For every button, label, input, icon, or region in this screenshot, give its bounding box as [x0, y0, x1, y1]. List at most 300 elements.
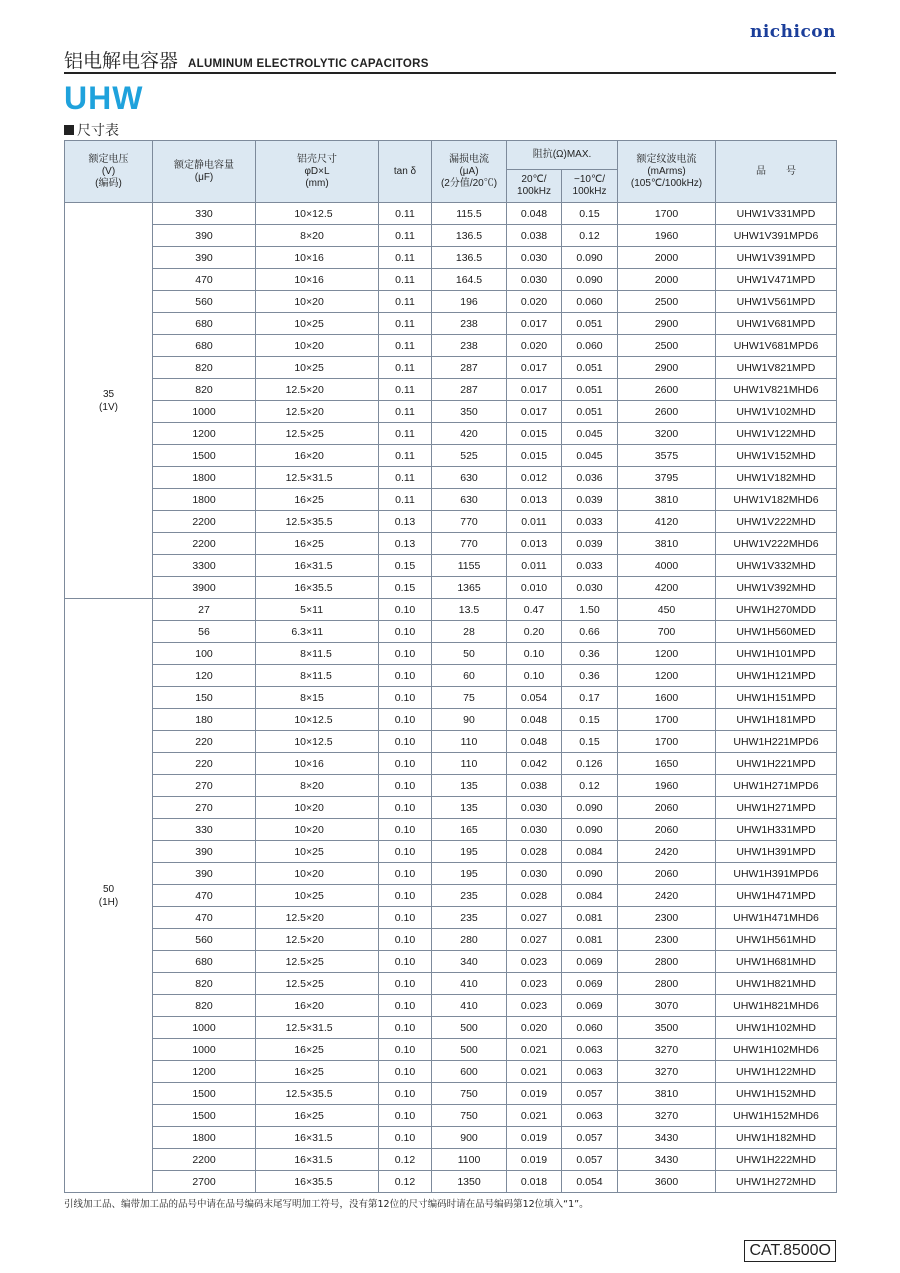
tan-delta-cell: 0.11 [379, 489, 432, 511]
leakage-cell: 136.5 [432, 247, 507, 269]
table-row [65, 1149, 837, 1171]
case-length: 20 [312, 779, 324, 792]
ripple-current-cell: 2000 [618, 247, 716, 269]
impedance-20c-cell: 0.048 [507, 203, 562, 225]
case-length: 20 [312, 867, 324, 880]
tan-delta-cell: 0.10 [379, 1105, 432, 1127]
leakage-cell: 195 [432, 841, 507, 863]
leakage-cell: 1100 [432, 1149, 507, 1171]
capacitance-cell: 56 [153, 621, 256, 643]
leakage-cell: 1365 [432, 577, 507, 599]
case-diameter: 10 [294, 823, 306, 836]
impedance-20c-cell: 0.054 [507, 687, 562, 709]
case-size-cell: 16×35.5 [256, 577, 379, 599]
capacitance-cell: 390 [153, 247, 256, 269]
case-diameter: 10 [294, 867, 306, 880]
capacitance-cell: 270 [153, 797, 256, 819]
impedance-20c-cell: 0.021 [507, 1105, 562, 1127]
case-size-cell: 16×35.5 [256, 1171, 379, 1193]
leakage-cell: 110 [432, 731, 507, 753]
case-diameter: 12.5 [285, 1021, 306, 1034]
tan-delta-cell: 0.10 [379, 1017, 432, 1039]
part-number-cell: UHW1H222MHD [716, 1149, 837, 1171]
ripple-current-cell: 2500 [618, 291, 716, 313]
impedance-minus10c-cell: 0.15 [562, 731, 618, 753]
case-length: 16 [312, 273, 324, 286]
tan-delta-cell: 0.10 [379, 643, 432, 665]
impedance-20c-cell: 0.020 [507, 291, 562, 313]
capacitance-cell: 1000 [153, 1017, 256, 1039]
case-size-cell: 12.5×25 [256, 951, 379, 973]
ripple-current-cell: 2800 [618, 973, 716, 995]
case-size-cell: 10×25 [256, 841, 379, 863]
part-number-cell: UHW1V391MPD6 [716, 225, 837, 247]
capacitance-cell: 390 [153, 863, 256, 885]
header-ripple: 额定纹波电流 (mArms) (105℃/100kHz) [618, 141, 716, 203]
case-length: 11 [312, 625, 324, 638]
table-row [65, 731, 837, 753]
impedance-20c-cell: 0.017 [507, 313, 562, 335]
table-row [65, 973, 837, 995]
case-diameter: 10 [294, 317, 306, 330]
case-length: 25 [312, 955, 324, 968]
impedance-minus10c-cell: 0.060 [562, 291, 618, 313]
case-diameter: 10 [294, 339, 306, 352]
tan-delta-cell: 0.10 [379, 753, 432, 775]
table-row [65, 599, 837, 621]
impedance-20c-cell: 0.017 [507, 357, 562, 379]
ripple-current-cell: 3810 [618, 1083, 716, 1105]
capacitance-cell: 820 [153, 379, 256, 401]
impedance-minus10c-cell: 0.033 [562, 511, 618, 533]
tan-delta-cell: 0.10 [379, 995, 432, 1017]
case-length: 12.5 [312, 713, 333, 726]
ripple-current-cell: 1700 [618, 709, 716, 731]
leakage-cell: 165 [432, 819, 507, 841]
ripple-current-cell: 2060 [618, 797, 716, 819]
impedance-minus10c-cell: 0.063 [562, 1061, 618, 1083]
leakage-cell: 196 [432, 291, 507, 313]
case-length: 35.5 [312, 1087, 333, 1100]
case-length: 25 [312, 537, 324, 550]
leakage-cell: 770 [432, 533, 507, 555]
tan-delta-cell: 0.11 [379, 247, 432, 269]
ripple-current-cell: 3200 [618, 423, 716, 445]
capacitance-cell: 470 [153, 907, 256, 929]
leakage-cell: 75 [432, 687, 507, 709]
part-number-cell: UHW1H102MHD [716, 1017, 837, 1039]
brand-logo: nichicon [749, 22, 836, 42]
impedance-20c-cell: 0.013 [507, 489, 562, 511]
section-title [64, 120, 119, 140]
capacitance-cell: 390 [153, 225, 256, 247]
ripple-current-cell: 2900 [618, 313, 716, 335]
case-length: 15 [312, 691, 324, 704]
impedance-20c-cell: 0.020 [507, 1017, 562, 1039]
case-size-cell: 10×16 [256, 247, 379, 269]
leakage-cell: 410 [432, 995, 507, 1017]
case-size-cell: 16×20 [256, 445, 379, 467]
impedance-minus10c-cell: 0.045 [562, 423, 618, 445]
part-number-cell: UHW1H391MPD [716, 841, 837, 863]
impedance-minus10c-cell: 0.060 [562, 335, 618, 357]
impedance-20c-cell: 0.048 [507, 731, 562, 753]
case-size-cell: 12.5×35.5 [256, 511, 379, 533]
case-length: 20 [312, 823, 324, 836]
part-number-cell: UHW1H182MHD [716, 1127, 837, 1149]
tan-delta-cell: 0.11 [379, 313, 432, 335]
ripple-current-cell: 2600 [618, 379, 716, 401]
capacitance-cell: 2200 [153, 511, 256, 533]
case-diameter: 12.5 [285, 427, 306, 440]
title-en: ALUMINUM ELECTROLYTIC CAPACITORS [188, 58, 429, 70]
table-row [65, 863, 837, 885]
impedance-20c-cell: 0.017 [507, 379, 562, 401]
leakage-cell: 630 [432, 489, 507, 511]
table-row [65, 445, 837, 467]
part-number-cell: UHW1H471MHD6 [716, 907, 837, 929]
tan-delta-cell: 0.10 [379, 885, 432, 907]
page-title [64, 46, 429, 73]
case-diameter: 16 [294, 493, 306, 506]
tan-delta-cell: 0.10 [379, 797, 432, 819]
impedance-minus10c-cell: 0.090 [562, 269, 618, 291]
case-diameter: 10 [294, 801, 306, 814]
impedance-minus10c-cell: 0.033 [562, 555, 618, 577]
impedance-minus10c-cell: 0.12 [562, 225, 618, 247]
tan-delta-cell: 0.10 [379, 687, 432, 709]
case-length: 20 [312, 295, 324, 308]
case-diameter: 10 [294, 713, 306, 726]
capacitance-cell: 220 [153, 731, 256, 753]
impedance-20c-cell: 0.013 [507, 533, 562, 555]
case-length: 20 [312, 383, 324, 396]
impedance-20c-cell: 0.10 [507, 665, 562, 687]
case-size-cell: 12.5×31.5 [256, 467, 379, 489]
leakage-cell: 115.5 [432, 203, 507, 225]
table-row [65, 555, 837, 577]
tan-delta-cell: 0.10 [379, 731, 432, 753]
leakage-cell: 60 [432, 665, 507, 687]
impedance-minus10c-cell: 0.060 [562, 1017, 618, 1039]
voltage-value: 35 [102, 388, 115, 400]
impedance-minus10c-cell: 0.036 [562, 467, 618, 489]
part-number-cell: UHW1V471MPD [716, 269, 837, 291]
ripple-current-cell: 700 [618, 621, 716, 643]
table-row [65, 269, 837, 291]
case-size-cell: 10×20 [256, 797, 379, 819]
case-length: 31.5 [312, 471, 333, 484]
ripple-current-cell: 3575 [618, 445, 716, 467]
ripple-current-cell: 4000 [618, 555, 716, 577]
capacitance-cell: 820 [153, 995, 256, 1017]
impedance-20c-cell: 0.20 [507, 621, 562, 643]
case-diameter: 12.5 [285, 515, 306, 528]
case-length: 31.5 [312, 1153, 333, 1166]
capacitance-cell: 1200 [153, 423, 256, 445]
capacitance-cell: 220 [153, 753, 256, 775]
tan-delta-cell: 0.10 [379, 863, 432, 885]
capacitance-cell: 100 [153, 643, 256, 665]
part-number-cell: UHW1V222MHD [716, 511, 837, 533]
impedance-20c-cell: 0.021 [507, 1039, 562, 1061]
tan-delta-cell: 0.11 [379, 467, 432, 489]
capacitance-cell: 1800 [153, 467, 256, 489]
ripple-current-cell: 1600 [618, 687, 716, 709]
case-size-cell: 10×12.5 [256, 731, 379, 753]
case-diameter: 12.5 [285, 471, 306, 484]
tan-delta-cell: 0.10 [379, 907, 432, 929]
impedance-20c-cell: 0.019 [507, 1127, 562, 1149]
case-length: 16 [312, 251, 324, 264]
impedance-minus10c-cell: 0.090 [562, 247, 618, 269]
case-size-cell: 16×31.5 [256, 1149, 379, 1171]
case-size-cell: 16×25 [256, 533, 379, 555]
capacitance-cell: 1000 [153, 1039, 256, 1061]
case-size-cell: 12.5×20 [256, 379, 379, 401]
table-row [65, 423, 837, 445]
impedance-20c-cell: 0.47 [507, 599, 562, 621]
impedance-20c-cell: 0.019 [507, 1149, 562, 1171]
leakage-cell: 135 [432, 775, 507, 797]
case-size-cell: 12.5×20 [256, 929, 379, 951]
table-row [65, 577, 837, 599]
case-length: 20 [312, 801, 324, 814]
header-impedance: 阻抗(Ω)MAX. [507, 141, 618, 170]
impedance-minus10c-cell: 0.090 [562, 863, 618, 885]
catalog-number: CAT.8500O [744, 1240, 836, 1262]
part-number-cell: UHW1H471MPD [716, 885, 837, 907]
case-diameter: 16 [294, 559, 306, 572]
header-case-size: 铝壳尺寸 φD×L (mm) [256, 141, 379, 203]
impedance-minus10c-cell: 0.36 [562, 665, 618, 687]
table-row [65, 929, 837, 951]
case-size-cell: 10×12.5 [256, 203, 379, 225]
case-length: 20 [312, 449, 324, 462]
ripple-current-cell: 2060 [618, 819, 716, 841]
tan-delta-cell: 0.10 [379, 841, 432, 863]
leakage-cell: 287 [432, 357, 507, 379]
tan-delta-cell: 0.10 [379, 709, 432, 731]
impedance-minus10c-cell: 0.66 [562, 621, 618, 643]
part-number-cell: UHW1H271MPD [716, 797, 837, 819]
impedance-minus10c-cell: 0.057 [562, 1083, 618, 1105]
case-size-cell: 12.5×20 [256, 907, 379, 929]
impedance-20c-cell: 0.030 [507, 863, 562, 885]
case-diameter: 10 [294, 251, 306, 264]
ripple-current-cell: 450 [618, 599, 716, 621]
part-number-cell: UHW1H151MPD [716, 687, 837, 709]
case-length: 25 [312, 361, 324, 374]
case-size-cell: 16×25 [256, 489, 379, 511]
ripple-current-cell: 2420 [618, 885, 716, 907]
leakage-cell: 235 [432, 885, 507, 907]
case-length: 35.5 [312, 1175, 333, 1188]
impedance-minus10c-cell: 0.051 [562, 357, 618, 379]
capacitance-cell: 820 [153, 973, 256, 995]
part-number-cell: UHW1H102MHD6 [716, 1039, 837, 1061]
part-number-cell: UHW1V182MHD [716, 467, 837, 489]
capacitance-cell: 560 [153, 291, 256, 313]
table-row [65, 533, 837, 555]
impedance-20c-cell: 0.011 [507, 555, 562, 577]
case-length: 20 [312, 933, 324, 946]
tan-delta-cell: 0.10 [379, 1039, 432, 1061]
tan-delta-cell: 0.12 [379, 1149, 432, 1171]
case-length: 12.5 [312, 207, 333, 220]
impedance-minus10c-cell: 0.057 [562, 1149, 618, 1171]
table-row [65, 225, 837, 247]
table-body [65, 203, 837, 1193]
ripple-current-cell: 3430 [618, 1149, 716, 1171]
leakage-cell: 50 [432, 643, 507, 665]
capacitance-cell: 3900 [153, 577, 256, 599]
case-diameter: 12.5 [285, 911, 306, 924]
impedance-20c-cell: 0.010 [507, 577, 562, 599]
case-diameter: 16 [294, 449, 306, 462]
part-number-cell: UHW1V331MPD [716, 203, 837, 225]
header-voltage: 额定电压 (V) (编码) [65, 141, 153, 203]
part-number-cell: UHW1V152MHD [716, 445, 837, 467]
case-diameter: 10 [294, 207, 306, 220]
part-number-cell: UHW1V122MHD [716, 423, 837, 445]
part-number-cell: UHW1H121MPD [716, 665, 837, 687]
capacitance-cell: 270 [153, 775, 256, 797]
tan-delta-cell: 0.10 [379, 775, 432, 797]
tan-delta-cell: 0.10 [379, 819, 432, 841]
impedance-20c-cell: 0.038 [507, 775, 562, 797]
capacitance-cell: 27 [153, 599, 256, 621]
case-diameter: 10 [294, 889, 306, 902]
impedance-minus10c-cell: 0.069 [562, 973, 618, 995]
part-number-cell: UHW1H221MPD6 [716, 731, 837, 753]
ripple-current-cell: 2300 [618, 907, 716, 929]
case-diameter: 16 [294, 1175, 306, 1188]
ripple-current-cell: 3270 [618, 1039, 716, 1061]
part-number-cell: UHW1V392MHD [716, 577, 837, 599]
capacitance-cell: 120 [153, 665, 256, 687]
leakage-cell: 195 [432, 863, 507, 885]
case-length: 11.5 [312, 647, 332, 660]
impedance-minus10c-cell: 0.069 [562, 995, 618, 1017]
case-diameter: 10 [294, 735, 306, 748]
ripple-current-cell: 1200 [618, 665, 716, 687]
table-row [65, 247, 837, 269]
ripple-current-cell: 3430 [618, 1127, 716, 1149]
case-length: 25 [312, 977, 324, 990]
table-row [65, 819, 837, 841]
case-diameter: 16 [294, 537, 306, 550]
impedance-20c-cell: 0.028 [507, 885, 562, 907]
capacitance-cell: 470 [153, 885, 256, 907]
case-size-cell: 10×25 [256, 885, 379, 907]
part-number-cell: UHW1H101MPD [716, 643, 837, 665]
part-number-cell: UHW1H821MHD6 [716, 995, 837, 1017]
case-diameter: 16 [294, 1153, 306, 1166]
case-diameter: 8 [300, 691, 306, 704]
table-row [65, 1061, 837, 1083]
case-size-cell: 16×25 [256, 1039, 379, 1061]
case-size-cell: 8×20 [256, 225, 379, 247]
case-size-cell: 8×15 [256, 687, 379, 709]
ripple-current-cell: 2500 [618, 335, 716, 357]
impedance-minus10c-cell: 0.15 [562, 203, 618, 225]
part-number-cell: UHW1V561MPD [716, 291, 837, 313]
capacitance-cell: 680 [153, 313, 256, 335]
case-size-cell: 16×20 [256, 995, 379, 1017]
case-size-cell: 12.5×35.5 [256, 1083, 379, 1105]
case-length: 25 [312, 427, 324, 440]
part-number-cell: UHW1V821MPD [716, 357, 837, 379]
ripple-current-cell: 2060 [618, 863, 716, 885]
impedance-20c-cell: 0.048 [507, 709, 562, 731]
case-size-cell: 10×12.5 [256, 709, 379, 731]
impedance-minus10c-cell: 0.090 [562, 797, 618, 819]
case-diameter: 8 [300, 647, 306, 660]
tan-delta-cell: 0.15 [379, 577, 432, 599]
leakage-cell: 750 [432, 1105, 507, 1127]
case-diameter: 16 [294, 1131, 306, 1144]
case-length: 25 [312, 1065, 324, 1078]
leakage-cell: 235 [432, 907, 507, 929]
part-number-cell: UHW1H122MHD [716, 1061, 837, 1083]
case-length: 20 [312, 339, 324, 352]
header-leakage: 漏损电流 (μA) (2分值/20℃) [432, 141, 507, 203]
impedance-minus10c-cell: 0.126 [562, 753, 618, 775]
ripple-current-cell: 2900 [618, 357, 716, 379]
leakage-cell: 750 [432, 1083, 507, 1105]
leakage-cell: 28 [432, 621, 507, 643]
leakage-cell: 90 [432, 709, 507, 731]
impedance-20c-cell: 0.015 [507, 445, 562, 467]
tan-delta-cell: 0.10 [379, 951, 432, 973]
case-length: 35.5 [312, 515, 333, 528]
ripple-current-cell: 4200 [618, 577, 716, 599]
tan-delta-cell: 0.10 [379, 1061, 432, 1083]
table-row [65, 357, 837, 379]
part-number-cell: UHW1H272MHD [716, 1171, 837, 1193]
capacitance-cell: 1500 [153, 445, 256, 467]
capacitance-cell: 820 [153, 357, 256, 379]
leakage-cell: 600 [432, 1061, 507, 1083]
impedance-minus10c-cell: 0.039 [562, 489, 618, 511]
capacitance-cell: 330 [153, 203, 256, 225]
leakage-cell: 525 [432, 445, 507, 467]
ripple-current-cell: 3795 [618, 467, 716, 489]
impedance-20c-cell: 0.019 [507, 1083, 562, 1105]
capacitance-cell: 1200 [153, 1061, 256, 1083]
part-number-cell: UHW1H561MHD [716, 929, 837, 951]
case-diameter: 16 [294, 1065, 306, 1078]
leakage-cell: 500 [432, 1039, 507, 1061]
impedance-minus10c-cell: 0.081 [562, 929, 618, 951]
ripple-current-cell: 2300 [618, 929, 716, 951]
case-diameter: 6.3 [291, 625, 306, 638]
ripple-current-cell: 4120 [618, 511, 716, 533]
case-size-cell: 16×31.5 [256, 1127, 379, 1149]
table-row [65, 951, 837, 973]
ripple-current-cell: 3500 [618, 1017, 716, 1039]
case-size-cell: 16×31.5 [256, 555, 379, 577]
case-diameter: 12.5 [285, 405, 306, 418]
impedance-minus10c-cell: 0.057 [562, 1127, 618, 1149]
table-row [65, 1127, 837, 1149]
impedance-minus10c-cell: 0.054 [562, 1171, 618, 1193]
tan-delta-cell: 0.11 [379, 423, 432, 445]
capacitance-cell: 470 [153, 269, 256, 291]
impedance-20c-cell: 0.030 [507, 247, 562, 269]
tan-delta-cell: 0.15 [379, 555, 432, 577]
